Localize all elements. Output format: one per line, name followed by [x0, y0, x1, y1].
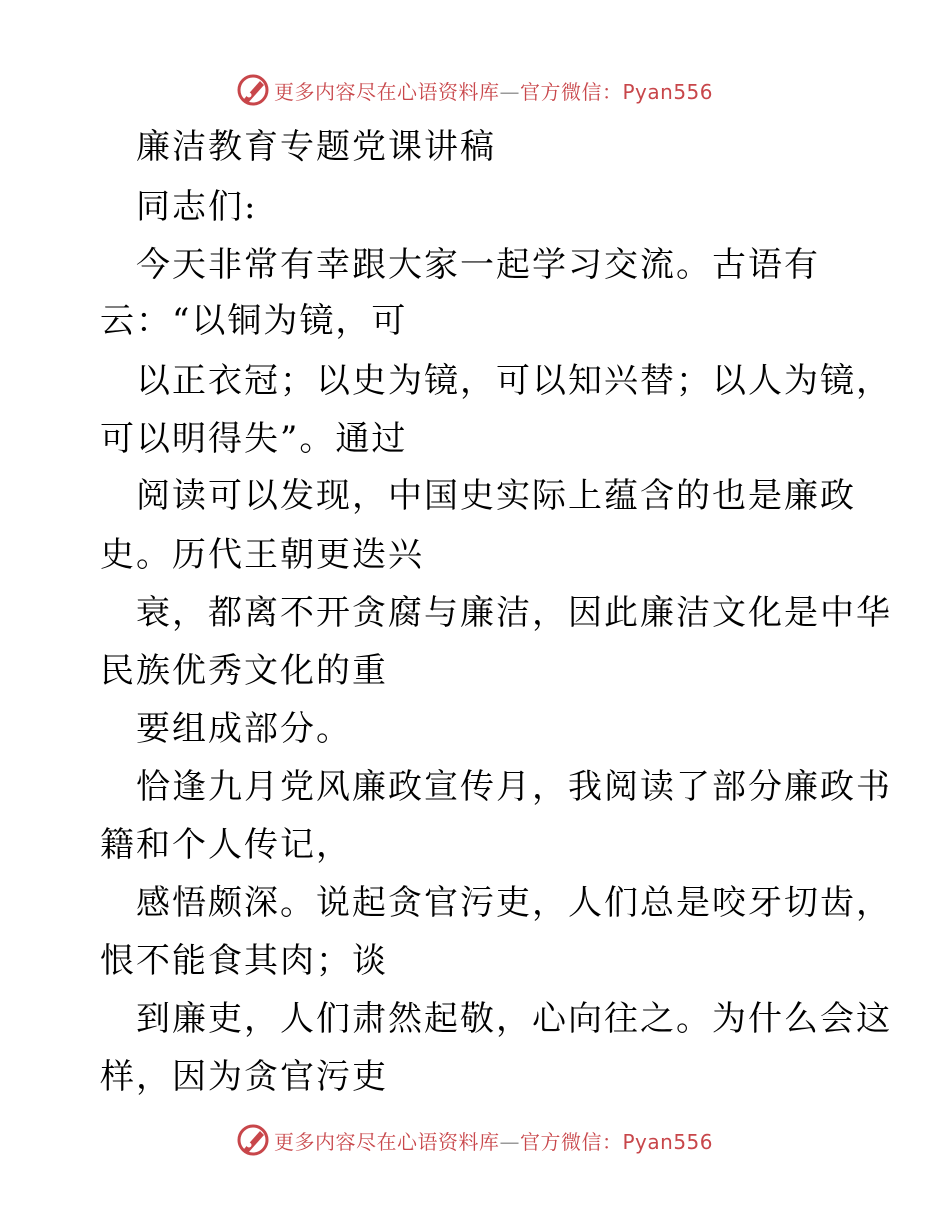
- pen-circle-logo-icon: [236, 73, 270, 107]
- text-line: 籍和个人传记，: [100, 825, 352, 865]
- text-line: 恰逢九月党风廉政宣传月，我阅读了部分廉政书: [136, 767, 892, 807]
- banner-contact: 官方微信：: [520, 1129, 623, 1154]
- text-line: 今天非常有幸跟大家一起学习交流。古语有: [136, 245, 820, 285]
- banner-contact: 官方微信：: [520, 79, 623, 104]
- text-line: 衰，都离不开贪腐与廉洁，因此廉洁文化是中华: [136, 593, 892, 633]
- text-line: 民族优秀文化的重: [100, 651, 388, 691]
- text-line: 阅读可以发现，中国史实际上蕴含的也是廉政: [136, 476, 856, 516]
- banner-text: [274, 76, 713, 105]
- footer-banner: [0, 1120, 950, 1160]
- banner-dash: —: [499, 79, 520, 104]
- banner-slogan: 更多内容尽在心语资料库: [274, 1129, 500, 1154]
- text-line: 以正衣冠；以史为镜，可以知兴替；以人为镜，: [136, 361, 892, 401]
- text-line: 可以明得失”。通过: [100, 419, 408, 459]
- banner-text: [274, 1126, 713, 1155]
- text-line: 到廉吏，人们肃然起敬，心向往之。为什么会这: [136, 999, 892, 1039]
- banner-brand: Pyan556: [622, 79, 714, 104]
- text-line: 恨不能食其肉；谈: [100, 941, 388, 981]
- text-line: 感悟颇深。说起贪官污吏，人们总是咬牙切齿，: [136, 883, 892, 923]
- text-line: 史。历代王朝更迭兴: [100, 535, 424, 575]
- text-line: 样，因为贪官污吏: [100, 1057, 388, 1097]
- banner-dash: —: [499, 1129, 520, 1154]
- text-line: 同志们:: [136, 187, 258, 227]
- banner-slogan: 更多内容尽在心语资料库: [274, 79, 500, 104]
- text-line: 要组成部分。: [136, 709, 352, 749]
- header-banner: [0, 70, 950, 110]
- text-line: 云：“以铜为镜，可: [100, 301, 408, 341]
- pen-circle-logo-icon: [236, 1123, 270, 1157]
- document-title: 廉洁教育专题党课讲稿: [136, 127, 496, 167]
- banner-brand: Pyan556: [622, 1129, 714, 1154]
